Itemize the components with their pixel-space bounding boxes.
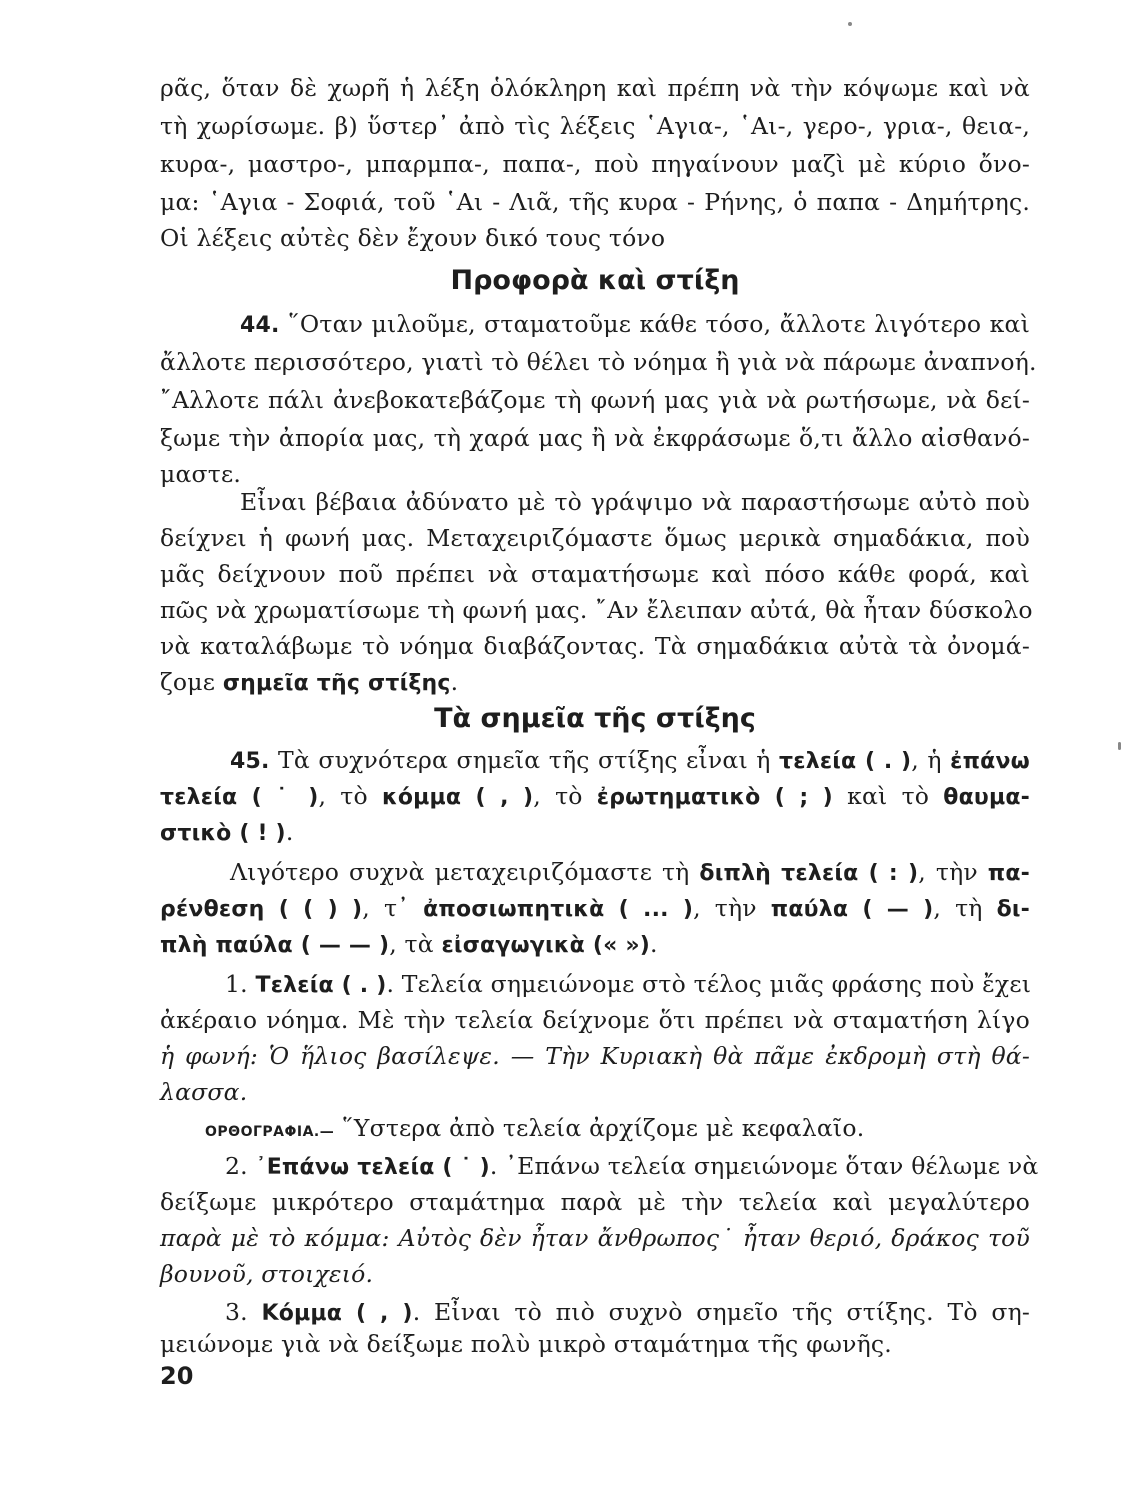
text-line: Εἶναι βέβαια ἀδύνατο μὲ τὸ γράψιμο νὰ παραστήσωμε αὐτὸ ποὺ bbox=[240, 488, 1030, 516]
text-line: ἡ φωνή: Ὁ ἥλιος βασίλεψε. — Τὴν Κυριακὴ θὰ πᾶμε ἐκδρομὴ στὴ θά- bbox=[160, 1042, 1030, 1070]
text-line: μα: ῾Αγια - Σοφιά, τοῦ ῾Αι - Λιᾶ, τῆς κυρα - Ρήνης, ὁ παπα - Δημήτρης. bbox=[160, 188, 1030, 216]
text-line: ρένθεση ( ( ) ), τ᾽ ἀποσιωπητικὰ ( ... ), τὴν παύλα ( — ), τὴ δι- bbox=[160, 894, 1030, 922]
text-line: νὰ καταλάβωμε τὸ νόημα διαβάζοντας. Τὰ σημαδάκια αὐτὰ τὰ ὀνομά- bbox=[160, 632, 1030, 660]
list-item: 1. Τελεία ( . ). Τελεία σημειώνομε στὸ τέλος μιᾶς φράσης ποὺ ἔχει bbox=[225, 970, 1032, 998]
section-heading: Προφορὰ καὶ στίξη bbox=[450, 265, 740, 296]
paragraph-number: 45. bbox=[230, 749, 270, 774]
text-line: Οἱ λέξεις αὐτὲς δὲν ἔχουν δικό τους τόνο bbox=[160, 224, 666, 252]
text-line: λασσα. bbox=[160, 1078, 248, 1106]
note-label: ΟΡΘΟΓΡΑΦΙΑ.— bbox=[205, 1124, 335, 1140]
text-line: ῎Αλλοτε πάλι ἀνεβοκατεβάζομε τὴ φωνή μας γιὰ νὰ ρωτήσωμε, νὰ δεί- bbox=[160, 386, 1030, 414]
text-line: δείχνει ἡ φωνή μας. Μεταχειριζόμαστε ὅμως μερικὰ σημαδάκια, ποὺ bbox=[160, 524, 1030, 552]
page-number: 20 bbox=[160, 1362, 194, 1390]
text-line: κυρα-, μαστρο-, μπαρμπα-, παπα-, ποὺ πηγαίνουν μαζὶ μὲ κύριο ὄνο- bbox=[160, 150, 1030, 178]
text-line: βουνοῦ, στοιχειό. bbox=[160, 1260, 374, 1288]
text-line: μειώνομε γιὰ νὰ δείξωμε πολὺ μικρὸ σταμάτημα τῆς φωνῆς. bbox=[160, 1330, 892, 1358]
text-line: ἀκέραιο νόημα. Μὲ τὴν τελεία δείχνομε ὅτι πρέπει νὰ σταματήση λίγο bbox=[160, 1006, 1030, 1034]
paragraph-45-line: 45. Τὰ συχνότερα σημεῖα τῆς στίξης εἶναι ἡ τελεία ( . ), ἡ ἐπάνω bbox=[230, 746, 1030, 774]
orthography-note: ΟΡΘΟΓΡΑΦΙΑ.— ῞Υστερα ἀπὸ τελεία ἀρχίζομε μὲ κεφαλαῖο. bbox=[205, 1114, 865, 1142]
text-line: μαστε. bbox=[160, 460, 242, 488]
ink-speck bbox=[1118, 742, 1121, 750]
ink-speck bbox=[848, 22, 852, 26]
text-line: πλὴ παύλα ( — — ), τὰ εἰσαγωγικὰ (« »). bbox=[160, 930, 658, 958]
list-item: 3. Κόμμα ( , ). Εἶναι τὸ πιὸ συχνὸ σημεῖο τῆς στίξης. Τὸ ση- bbox=[225, 1298, 1030, 1326]
item-title: ᾽Επάνω τελεία ( ˙ ) bbox=[255, 1155, 490, 1180]
text-line: παρὰ μὲ τὸ κόμμα: Αὐτὸς δὲν ἦταν ἄνθρωπος˙ ἦταν θεριό, δράκος τοῦ bbox=[160, 1224, 1030, 1252]
text-line: ζομε σημεῖα τῆς στίξης. bbox=[160, 668, 459, 696]
item-title: Κόμμα ( , ) bbox=[261, 1301, 413, 1326]
text-line: πῶς νὰ χρωματίσωμε τὴ φωνή μας. ῎Αν ἔλειπαν αὐτά, θὰ ἦταν δύσκολο bbox=[160, 596, 1033, 624]
text-line: ἄλλοτε περισσότερο, γιατὶ τὸ θέλει τὸ νόημα ἢ γιὰ νὰ πάρωμε ἀναπνοή. bbox=[160, 348, 1037, 376]
text-line: δείξωμε μικρότερο σταμάτημα παρὰ μὲ τὴν τελεία καὶ μεγαλύτερο bbox=[160, 1188, 1030, 1216]
key-term: σημεῖα τῆς στίξης bbox=[222, 671, 451, 696]
text-line: Λιγότερο συχνὰ μεταχειριζόμαστε τὴ διπλὴ τελεία ( : ), τὴν πα- bbox=[230, 858, 1030, 886]
list-item: 2. ᾽Επάνω τελεία ( ˙ ). ᾽Επάνω τελεία σημειώνομε ὅταν θέλωμε νὰ bbox=[225, 1152, 1039, 1180]
text-line: ρᾶς, ὅταν δὲ χωρῆ ἡ λέξη ὁλόκληρη καὶ πρέπη νὰ τὴν κόψωμε καὶ νὰ bbox=[160, 74, 1030, 102]
text-line: μᾶς δείχνουν ποῦ πρέπει νὰ σταματήσωμε καὶ πόσο κάθε φορά, καὶ bbox=[160, 560, 1030, 588]
paragraph-44-line: 44. ῞Οταν μιλοῦμε, σταματοῦμε κάθε τόσο, ἄλλοτε λιγότερο καὶ bbox=[240, 310, 1031, 338]
item-title: Τελεία ( . ) bbox=[255, 973, 387, 998]
text-line: στικὸ ( ! ). bbox=[160, 818, 294, 846]
text-line: τελεία ( ˙ ), τὸ κόμμα ( , ), τὸ ἐρωτηματικὸ ( ; ) καὶ τὸ θαυμα- bbox=[160, 782, 1030, 810]
text-line: τὴ χωρίσωμε. β) ὕστερ᾽ ἀπὸ τὶς λέξεις ῾Αγια-, ῾Αι-, γερο-, γρια-, θεια-, bbox=[160, 112, 1030, 140]
section-heading: Τὰ σημεῖα τῆς στίξης bbox=[434, 703, 756, 734]
paragraph-number: 44. bbox=[240, 313, 280, 338]
text-line: ξωμε τὴν ἀπορία μας, τὴ χαρά μας ἢ νὰ ἐκφράσωμε ὅ,τι ἄλλο αἰσθανό- bbox=[160, 424, 1030, 452]
